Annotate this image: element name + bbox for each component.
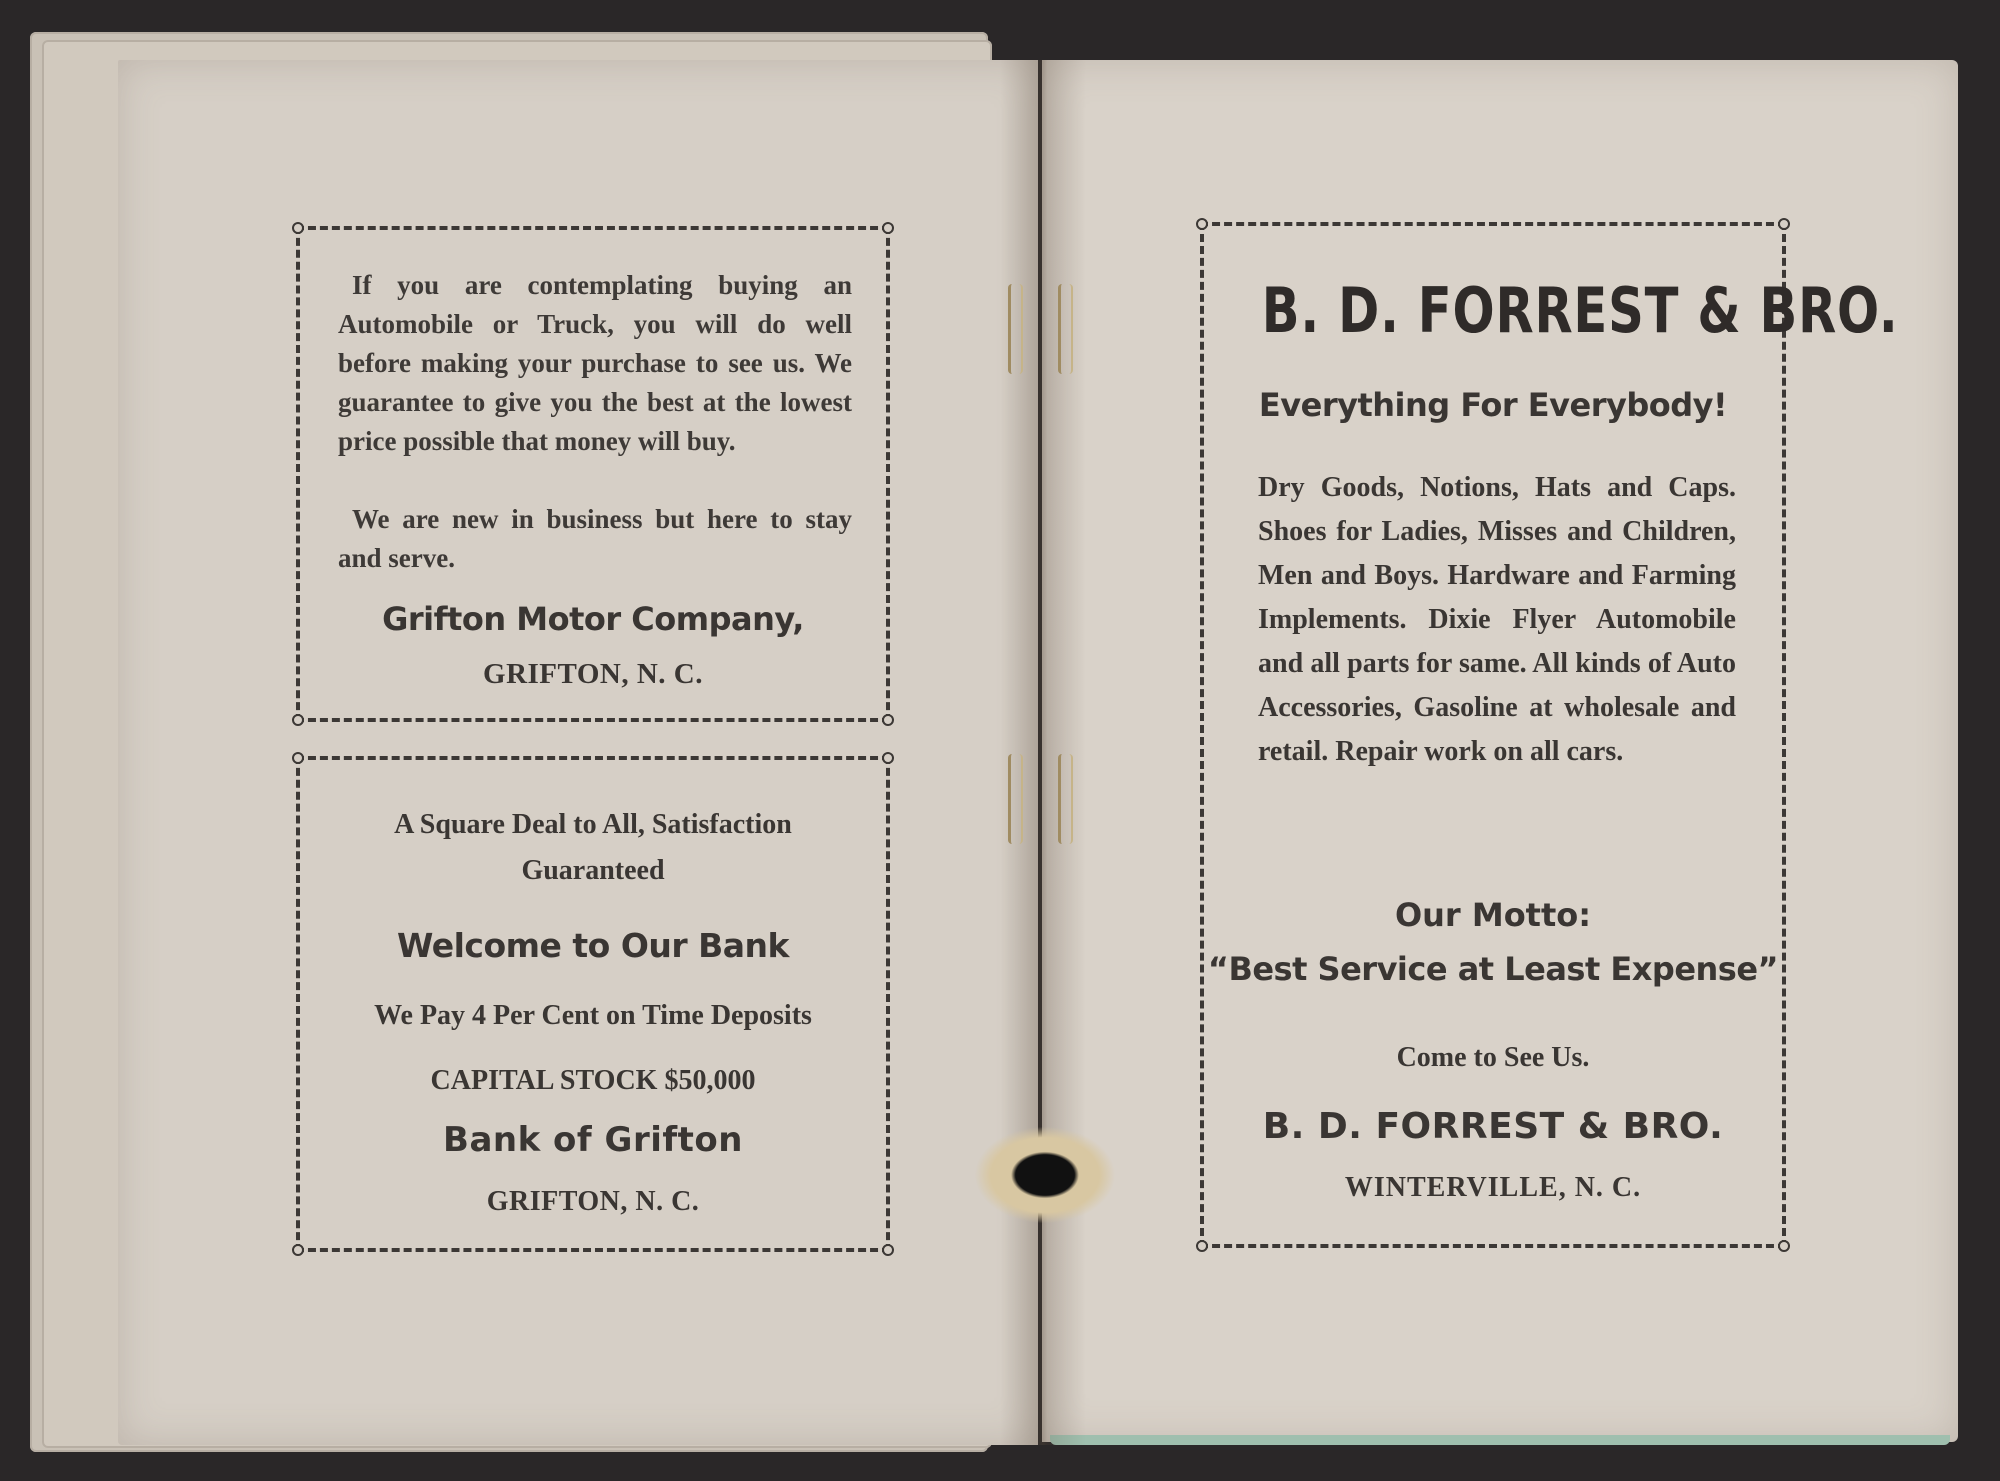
corner-ornament: [292, 714, 304, 726]
bank-name: Bank of Grifton: [443, 1120, 743, 1160]
corner-ornament: [1778, 1240, 1790, 1252]
corner-ornament: [292, 222, 304, 234]
forrest-town: WINTERVILLE, N. C.: [1344, 1172, 1642, 1203]
staple-bottom-right: [1058, 754, 1073, 844]
motor-company-name: Grifton Motor Company,: [382, 600, 804, 638]
corner-ornament: [292, 1244, 304, 1256]
staple-top-left: [1008, 284, 1023, 374]
corner-ornament: [882, 752, 894, 764]
binding-gutter: [1000, 60, 1086, 1445]
bank-tagline: A Square Deal to All, Satisfaction Guaranteed: [394, 809, 792, 886]
bank-town: GRIFTON, N. C.: [486, 1186, 700, 1217]
motor-ad-paragraph-2: We are new in business but here to stay and serve.: [338, 504, 852, 573]
forrest-motto-heading: Our Motto:: [1394, 896, 1592, 934]
cover-edge: [1050, 1435, 1950, 1445]
forrest-bro-ad: [1200, 222, 1899, 1248]
motor-ad-paragraph-1: If you are contemplating buying an Automobile or Truck, you will do well before making your purchase to see us. We guarantee to give you the best at the lowest price possible that money will buy.: [338, 270, 852, 456]
forrest-slogan: Everything For Everybody!: [1258, 386, 1728, 424]
corner-ornament: [882, 714, 894, 726]
corner-ornament: [1778, 218, 1790, 230]
bank-interest: We Pay 4 Per Cent on Time Deposits: [374, 1000, 812, 1031]
corner-ornament: [292, 752, 304, 764]
corner-ornament: [882, 222, 894, 234]
bank-capital-stock: CAPITAL STOCK $50,000: [430, 1065, 756, 1096]
forrest-come-see: Come to See Us.: [1396, 1042, 1590, 1073]
corner-ornament: [882, 1244, 894, 1256]
motor-company-town: GRIFTON, N. C.: [483, 658, 703, 690]
forrest-motto: “Best Service at Least Expense”: [1207, 950, 1779, 988]
staple-bottom-left: [1008, 754, 1023, 844]
forrest-name-footer: B. D. FORREST & BRO.: [1262, 1106, 1724, 1147]
bank-welcome: Welcome to Our Bank: [396, 926, 789, 965]
page-damage-hole: [965, 1120, 1125, 1230]
forrest-description: Dry Goods, Notions, Hats and Caps. Shoes for Ladies, Misses and Children, Men and Boys. Hardware and Farming Implements. Dixie Flyer Automobile and all parts for same. All kinds of Auto Accessories, Gasoline at wholesale and retail. Repair work on all cars.: [1258, 472, 1736, 767]
corner-ornament: [1196, 1240, 1208, 1252]
corner-ornament: [1196, 218, 1208, 230]
staple-top-right: [1058, 284, 1073, 374]
grifton-motor-ad: [296, 226, 890, 722]
bank-of-grifton-ad: [296, 756, 890, 1252]
forrest-heading: B. D. FORREST & BRO.: [1261, 274, 1899, 347]
